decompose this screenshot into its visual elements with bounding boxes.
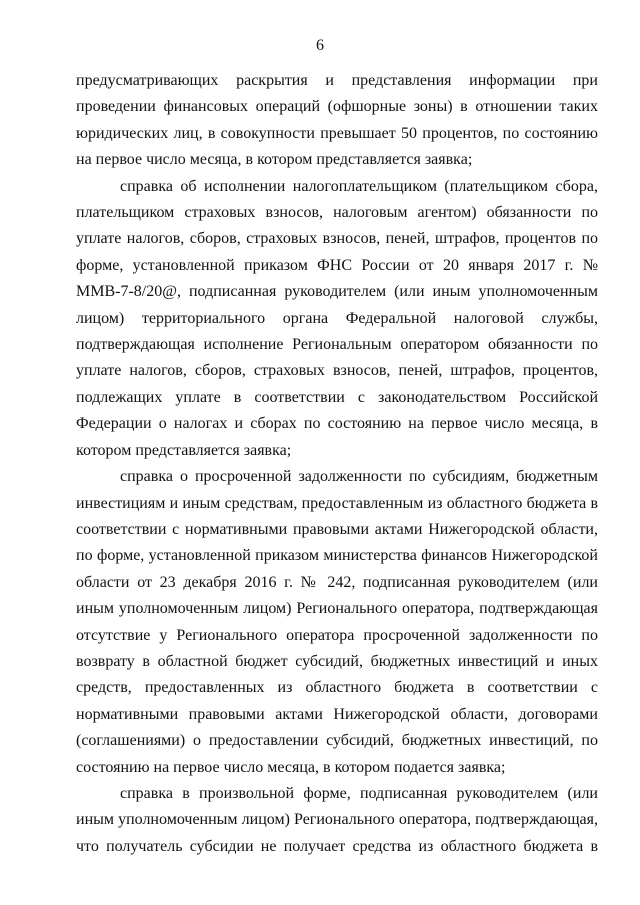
- paragraph-offshore-continuation: предусматривающих раскрытия и представления информации при проведении финансовых операций (офшорные зоны) в отношении таких юридических лиц, в совокупности превышает 50 процентов, по состоянию на первое число месяца, в котором представляется заявка;: [76, 72, 598, 169]
- paragraph-arbitrary-form-certificate: справка в произвольной форме, подписанная руководителем (или иным уполномоченным лицом) Регионального оператора, подтверждающая, что получатель субсидии не получает средства из областного бюджета в: [76, 784, 598, 855]
- paragraph-overdue-debt-certificate: справка о просроченной задолженности по субсидиям, бюджетным инвестициям и иным средствам, предоставленным из областного бюджета в соответствии с нормативными правовыми актами Нижегородской области, по форме, установленной приказом министерства финансов Нижегородской области от 23 декабря 2016 г. № 242, подписанная руководителем (или иным уполномоченным лицом) Регионального оператора, подтверждающая отсутствие у Регионального оператора просроченной задолженности по возврату в областной бюджет субсидий, бюджетных инвестиций и иных средств, предоставленных из областного бюджета в соответствии с нормативными правовыми актами Нижегородской области, договорами (соглашениями) о предоставлении субсидий, бюджетных инвестиций, по состоянию на первое число месяца, в котором подается заявка;: [76, 468, 598, 776]
- paragraph-tax-certificate: справка об исполнении налогоплательщиком (плательщиком сбора, плательщиком страховых взносов, налоговым агентом) обязанности по уплате налогов, сборов, страховых взносов, пеней, штрафов, процентов по форме, установленной приказом ФНС России от 20 января 2017 г. № ММВ-7-8/20@, подписанная руководителем (или иным уполномоченным лицом) территориального органа Федеральной налоговой службы, подтверждающая исполнение Региональным оператором обязанности по уплате налогов, сборов, страховых взносов, пеней, штрафов, процентов, подлежащих уплате в соответствии с законодательством Российской Федерации о налогах и сборах по состоянию на первое число месяца, в котором представляется заявка;: [76, 177, 598, 459]
- page-number: 6: [316, 37, 324, 54]
- document-body: [76, 68, 598, 860]
